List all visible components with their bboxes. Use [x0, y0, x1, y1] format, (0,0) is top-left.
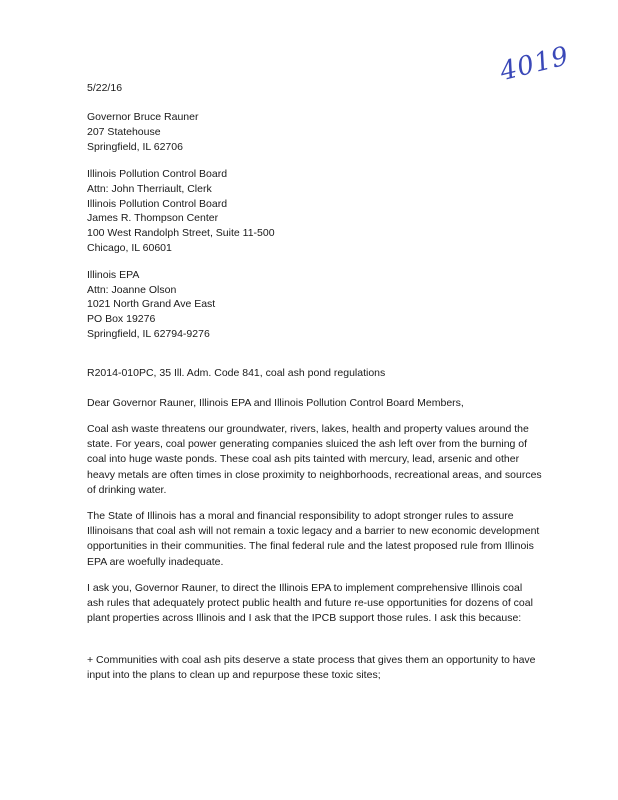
body-paragraph: The State of Illinois has a moral and financial responsibility to adopt stronger rules to assure Illinoisans that coal ash will not remain a toxic legacy and a barrier to new economic development opportunities in their communities. The final federal rule and the latest proposed rule from Illinois EPA are woefully inadequate. [87, 510, 540, 568]
address-line: Illinois Pollution Control Board [87, 198, 228, 210]
body-paragraph: Coal ash waste threatens our groundwater, rivers, lakes, health and property values around the state. For years, coal power generating companies sluiced the ash left over from the burning of coal into huge waste ponds. These coal ash pits tainted with mercury, lead, arsenic and other heavy metals are often times in close proximity to neighborhoods, recreational areas, and sources of drinking water. [87, 423, 542, 496]
address-line: 100 West Randolph Street, Suite 11-500 [87, 227, 275, 239]
salutation: Dear Governor Rauner, Illinois EPA and Illinois Pollution Control Board Members, [87, 397, 464, 409]
address-line: Springfield, IL 62794-9276 [87, 328, 210, 340]
body-paragraph: + Communities with coal ash pits deserve a state process that gives them an opportunity to have input into the plans to clean up and repurpose these toxic sites; [87, 654, 536, 682]
address-line: James R. Thompson Center [87, 212, 219, 224]
address-line: Governor Bruce Rauner [87, 111, 199, 123]
address-line: Chicago, IL 60601 [87, 242, 172, 254]
letter-date: 5/22/16 [87, 82, 123, 94]
address-line: Attn: John Therriault, Clerk [87, 183, 212, 195]
handwritten-number: 4019 [497, 41, 573, 88]
subject-line: R2014-010PC, 35 Ill. Adm. Code 841, coal ash pond regulations [87, 367, 386, 379]
address-line: Illinois EPA [87, 269, 140, 281]
body-paragraph: I ask you, Governor Rauner, to direct the Illinois EPA to implement comprehensive Illinois coal ash rules that adequately protect public health and future re-use opportunities for dozens of coal plant properties across Illinois and I ask that the IPCB support those rules. I ask this because: [87, 582, 533, 625]
address-line: Attn: Joanne Olson [87, 284, 177, 296]
address-line: Springfield, IL 62706 [87, 141, 183, 153]
address-line: 1021 North Grand Ave East [87, 298, 216, 310]
address-line: PO Box 19276 [87, 313, 156, 325]
address-line: Illinois Pollution Control Board [87, 168, 228, 180]
address-line: 207 Statehouse [87, 126, 161, 138]
